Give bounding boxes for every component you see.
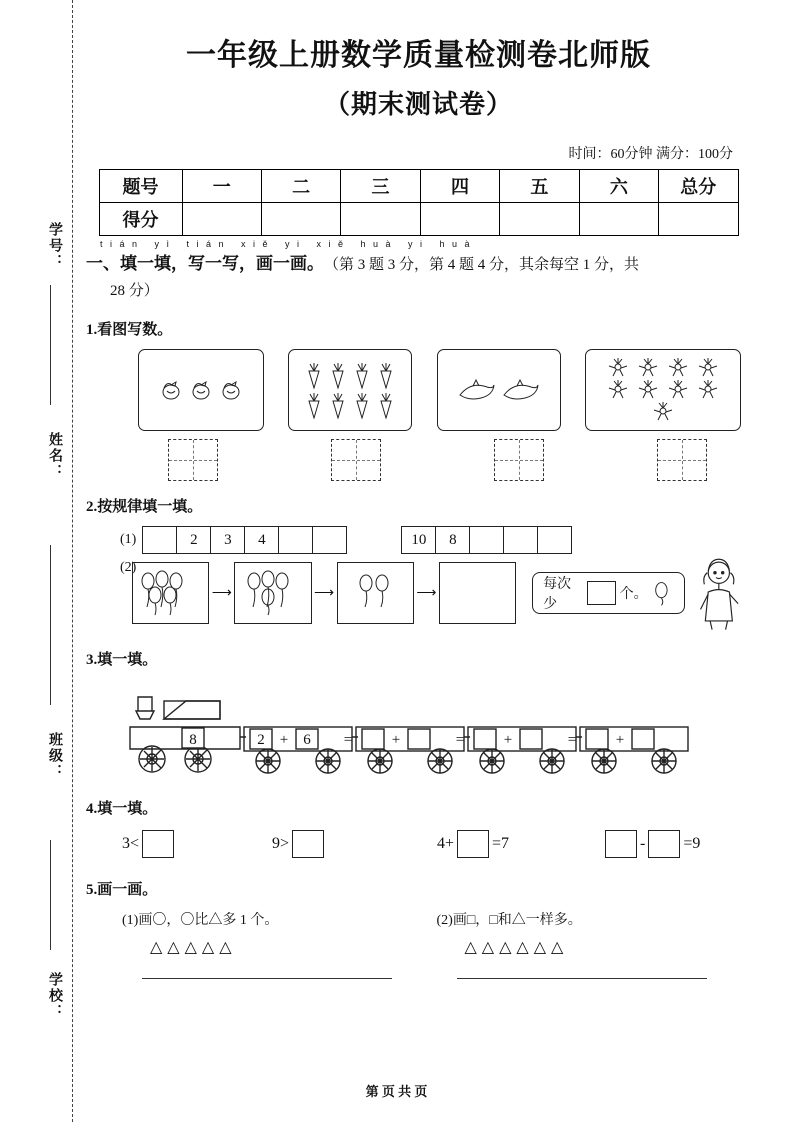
q4-title: 4.填一填。 — [86, 801, 158, 818]
carrot-icon — [352, 391, 372, 419]
q2-cell: 4 — [245, 526, 279, 554]
content-column — [86, 0, 751, 979]
score-header-cell: 题号 — [99, 170, 182, 203]
score-cell[interactable] — [579, 203, 658, 236]
q3-car3-eq: = — [567, 732, 577, 749]
carrot-icon — [376, 361, 396, 389]
score-cell[interactable] — [500, 203, 579, 236]
flower-icon — [635, 358, 661, 378]
q2-balloon-box-2 — [234, 562, 311, 624]
score-header-cell: 二 — [261, 170, 340, 203]
rail-divider — [50, 840, 51, 950]
q3-car1-eq: = — [343, 732, 353, 749]
q3-train — [120, 675, 751, 783]
page-footer: 第 页 共 页 — [365, 1084, 428, 1099]
balloon-group-icon — [238, 567, 308, 617]
q2-strip-b — [401, 526, 572, 554]
carrot-icon — [328, 361, 348, 389]
flower-icon — [665, 358, 691, 378]
dolphin-icon — [501, 377, 541, 403]
q5-sub-2: (2)画□，□和△一样多。 — [436, 913, 582, 929]
q2-cell: 8 — [436, 526, 470, 554]
q3-car2-op: + — [391, 732, 401, 749]
score-row-label: 得分 — [99, 203, 182, 236]
table-row — [99, 203, 738, 236]
q3-car2-eq: = — [455, 732, 465, 749]
dolphin-icon-group — [457, 377, 541, 403]
dolphin-icon — [457, 377, 497, 403]
q2-cell: 2 — [177, 526, 211, 554]
carrot-icon — [352, 361, 372, 389]
q5-col-2 — [437, 909, 752, 979]
q2-cell[interactable] — [504, 526, 538, 554]
q5-triangles-2: △△△△△△ — [464, 939, 569, 957]
section-1-title: 一、填一填，写一写，画一画。 — [86, 254, 324, 273]
section-1-note2: 28 分） — [110, 282, 159, 299]
rail-divider — [50, 285, 51, 405]
q2-label-1: (1) — [120, 532, 137, 548]
rail-label-school: 学校： — [47, 972, 62, 1020]
q4-item4-op: - — [640, 835, 646, 853]
q1-answer-grid-3[interactable] — [494, 439, 544, 481]
q1-answer-grid-2[interactable] — [331, 439, 381, 481]
q4-item2-blank[interactable] — [292, 830, 324, 858]
q1-picture-row — [138, 349, 741, 431]
q5-col-1 — [122, 909, 437, 979]
rail-label-name: 姓名： — [47, 432, 62, 480]
score-header-cell: 三 — [341, 170, 420, 203]
q2-cell: 3 — [211, 526, 245, 554]
q3-engine-number: 8 — [189, 732, 197, 749]
q3-car1-b: 6 — [303, 732, 311, 749]
rail-divider — [50, 545, 51, 705]
train-illustration — [120, 675, 730, 783]
q2-cell[interactable] — [142, 526, 177, 554]
score-cell[interactable] — [261, 203, 340, 236]
q2-balloon-box-4[interactable] — [439, 562, 516, 624]
q5-sub-1: (1)画〇，〇比△多 1 个。 — [122, 913, 279, 929]
left-margin-rail — [38, 0, 73, 1122]
q5-answer-line-1[interactable] — [142, 977, 392, 979]
q4-row — [122, 830, 751, 858]
score-header-cell: 六 — [579, 170, 658, 203]
rail-label-student-id: 学号： — [47, 222, 62, 270]
score-table — [99, 169, 739, 236]
q3-car3-op: + — [503, 732, 513, 749]
q4-item-4 — [602, 830, 700, 858]
q3-car1-a: 2 — [257, 732, 265, 749]
carrot-icon — [304, 361, 324, 389]
q4-item3-left: 4 — [437, 835, 445, 853]
arrow-right-icon: ⟶ — [416, 585, 437, 601]
q4-item3-tail: =7 — [492, 835, 510, 853]
q1-answer-row — [168, 439, 707, 481]
flower-icon-group — [598, 358, 728, 422]
score-header-cell: 四 — [420, 170, 499, 203]
score-cell[interactable] — [182, 203, 261, 236]
q4-item4-blank-b[interactable] — [648, 830, 680, 858]
exam-meta: 时间：60分钟 满分：100分 — [568, 147, 733, 162]
q5-row — [122, 909, 751, 979]
q1-answer-grid-4[interactable] — [657, 439, 707, 481]
bird-icon — [158, 377, 184, 403]
q1-answer-grid-1[interactable] — [168, 439, 218, 481]
q2-balloon-row — [132, 554, 751, 632]
carrot-icon — [376, 391, 396, 419]
q5-triangles-1: △△△△△ — [150, 939, 237, 957]
q3-car4-op: + — [615, 732, 625, 749]
bird-icon-group — [158, 377, 244, 403]
rail-label-class: 班级： — [47, 732, 62, 780]
q4-item3-op: + — [445, 835, 455, 853]
flower-icon — [605, 358, 631, 378]
q4-item4-tail: =9 — [683, 835, 701, 853]
q4-item2-op: > — [280, 835, 290, 853]
q1-picture-box-4 — [585, 349, 741, 431]
flower-icon — [605, 380, 631, 400]
carrot-icon-group — [300, 361, 400, 419]
q2-title: 2.按规律填一填。 — [86, 499, 203, 516]
score-header-cell: 一 — [182, 170, 261, 203]
bird-icon — [218, 377, 244, 403]
section-1-heading — [86, 239, 751, 304]
pinyin-annotation: tián yì tián xiě yi xiě huà yi huà — [100, 239, 478, 249]
flower-icon — [695, 358, 721, 378]
carrot-icon — [328, 391, 348, 419]
page-title: 一年级上册数学质量检测卷北师版 — [186, 39, 651, 72]
q2-strip-a — [142, 526, 347, 554]
q2-label-2: (2) — [120, 560, 137, 576]
q3-car1-op: + — [279, 732, 289, 749]
q2-cell[interactable] — [313, 526, 347, 554]
q4-item-3 — [437, 830, 602, 858]
q4-item1-blank[interactable] — [142, 830, 174, 858]
q2-speech-bubble — [532, 572, 685, 614]
q4-item1-op: < — [130, 835, 140, 853]
q1-title: 1.看图写数。 — [86, 322, 173, 339]
q2-bubble-text-before: 每次少 — [543, 577, 572, 613]
q2-cell[interactable] — [470, 526, 504, 554]
flower-icon — [695, 380, 721, 400]
balloon-icon — [650, 580, 675, 606]
q2-balloon-box-3 — [337, 562, 414, 624]
flower-icon — [635, 380, 661, 400]
q5-answer-line-2[interactable] — [457, 977, 707, 979]
girl-character-icon — [687, 554, 751, 632]
q2-cell[interactable] — [279, 526, 313, 554]
q2-bubble-blank[interactable] — [587, 581, 616, 605]
q4-item1-left: 3 — [122, 835, 130, 853]
q4-item2-left: 9 — [272, 835, 280, 853]
score-cell[interactable] — [420, 203, 499, 236]
q2-row-1 — [120, 526, 751, 554]
table-row — [99, 170, 738, 203]
q4-item-2 — [272, 830, 437, 858]
q2-bubble-text-after: 个。 — [619, 587, 648, 603]
score-header-cell: 五 — [500, 170, 579, 203]
arrow-right-icon: ⟶ — [211, 585, 232, 601]
q3-title: 3.填一填。 — [86, 652, 158, 669]
arrow-right-icon: ⟶ — [314, 585, 335, 601]
q2-balloon-box-1 — [132, 562, 209, 624]
score-header-cell: 总分 — [659, 170, 738, 203]
balloon-group-icon — [136, 567, 206, 617]
q2-cell[interactable] — [538, 526, 572, 554]
flower-icon — [665, 380, 691, 400]
q4-item4-blank-a[interactable] — [605, 830, 637, 858]
score-cell[interactable] — [659, 203, 738, 236]
flower-icon — [650, 402, 676, 422]
q1-picture-box-1 — [138, 349, 264, 431]
q4-item-1 — [122, 830, 272, 858]
section-1-note: （第 3 题 3 分，第 4 题 4 分，其余每空 1 分，共 — [324, 257, 640, 273]
q5-title: 5.画一画。 — [86, 882, 158, 899]
q2-cell: 10 — [401, 526, 436, 554]
page-subtitle: （期末测试卷） — [323, 90, 513, 119]
bird-icon — [188, 377, 214, 403]
q1-picture-box-2 — [288, 349, 412, 431]
q1-picture-box-3 — [437, 349, 561, 431]
q4-item3-blank[interactable] — [457, 830, 489, 858]
balloon-group-icon — [340, 567, 410, 617]
carrot-icon — [304, 391, 324, 419]
score-cell[interactable] — [341, 203, 420, 236]
